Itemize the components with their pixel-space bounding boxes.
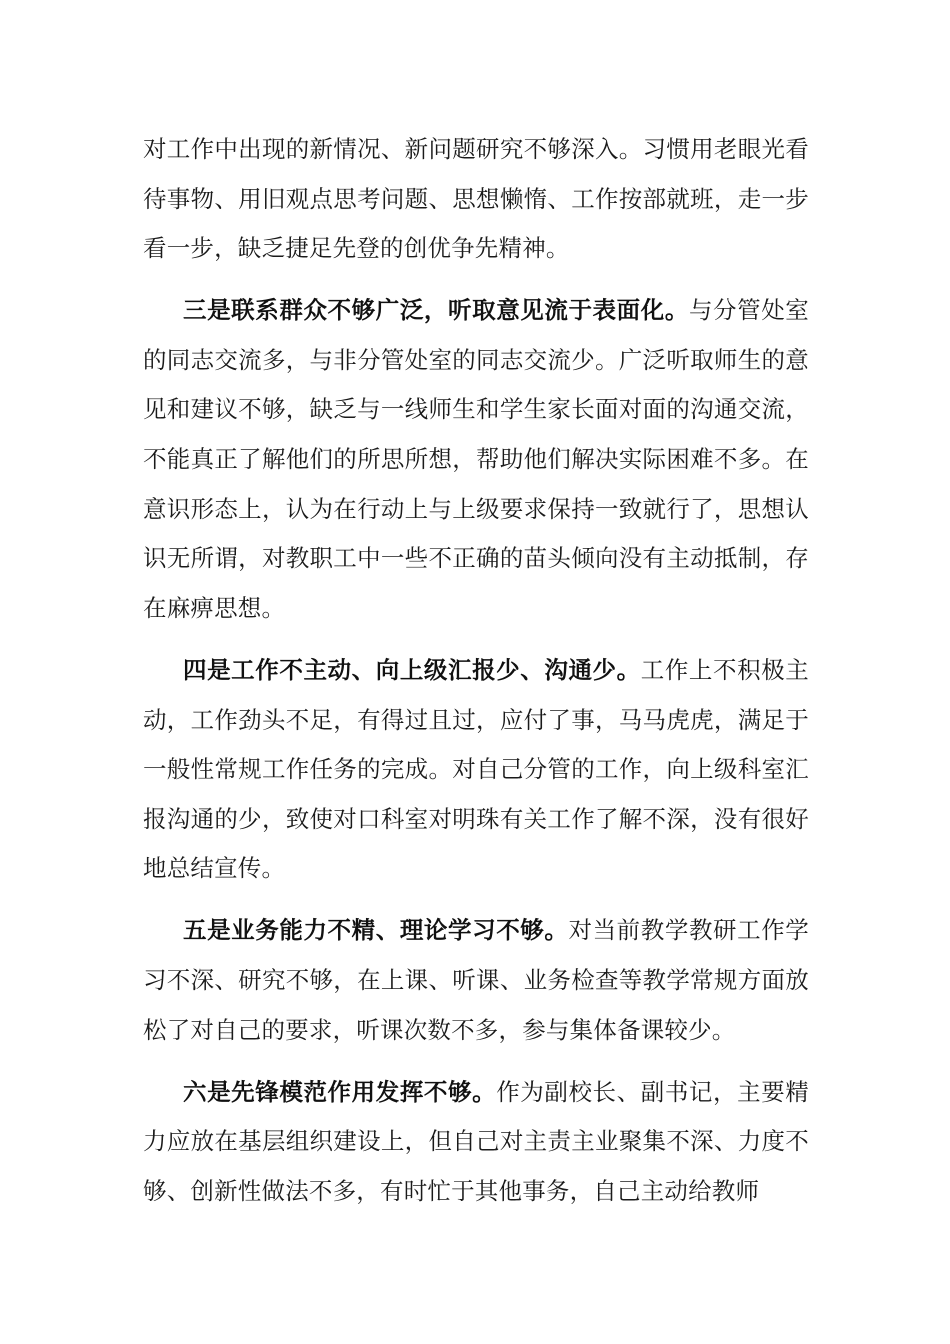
paragraph-text: 作为副校长、副书记，主要精力应放在基层组织建设上，但自己对主责主业聚集不深、力度不够、创新性做法不多，有时忙于其他事务，自己主动给教师 (143, 1077, 809, 1205)
paragraph-point-six (143, 1068, 809, 1217)
paragraph-text: 对工作中出现的新情况、新问题研究不够深入。习惯用老眼光看待事物、用旧观点思考问题、思想懒惰、工作按部就班，走一步看一步，缺乏捷足先登的创优争先精神。 (143, 135, 809, 263)
paragraph-point-four (143, 646, 809, 894)
paragraph-heading: 六是先锋模范作用发挥不够。 (183, 1077, 497, 1106)
document-body (143, 125, 809, 1229)
paragraph-text: 工作上不积极主动，工作劲头不足，有得过且过，应付了事，马马虎虎，满足于一般性常规工作任务的完成。对自己分管的工作，向上级科室汇报沟通的少，致使对口科室对明珠有关工作了解不深，没有很好地总结宣传。 (143, 655, 809, 883)
paragraph-text: 对当前教学教研工作学习不深、研究不够，在上课、听课、业务检查等教学常规方面放松了对自己的要求，听课次数不多，参与集体备课较少。 (143, 916, 810, 1044)
paragraph-point-five (143, 906, 809, 1055)
paragraph-heading: 五是业务能力不精、理论学习不够。 (183, 916, 569, 945)
paragraph-text: 与分管处室的同志交流多，与非分管处室的同志交流少。广泛听取师生的意见和建议不够，缺乏与一线师生和学生家长面对面的沟通交流，不能真正了解他们的所思所想，帮助他们解决实际困难不多。在意识形态上，认为在行动上与上级要求保持一致就行了，思想认识无所谓，对教职工中一些不正确的苗头倾向没有主动抵制，存在麻痹思想。 (143, 296, 810, 622)
paragraph-point-three (143, 286, 809, 633)
paragraph-continuation (143, 125, 809, 274)
paragraph-heading: 四是工作不主动、向上级汇报少、沟通少。 (183, 655, 641, 684)
paragraph-heading: 三是联系群众不够广泛，听取意见流于表面化。 (183, 296, 689, 325)
